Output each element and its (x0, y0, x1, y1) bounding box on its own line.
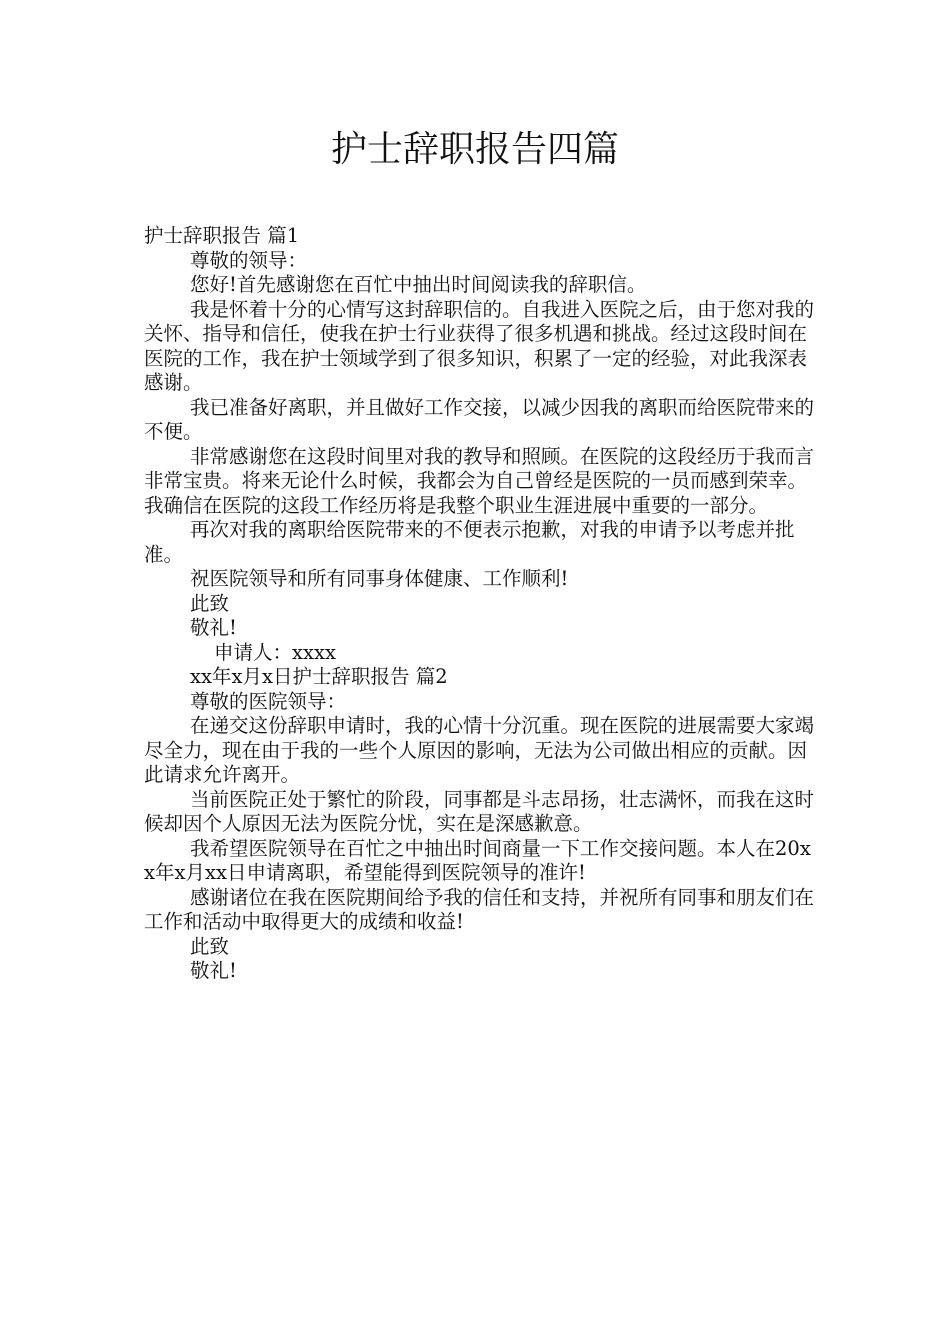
closing-line: 敬礼! (190, 959, 237, 982)
body-paragraph: 我已准备好离职，并且做好工作交接，以减少因我的离职而给医院带来的不便。 (144, 395, 815, 443)
salutation: 尊敬的医院领导： (190, 689, 347, 713)
document-body (144, 224, 814, 984)
date-and-section-heading-2: xx年x月x日护士辞职报告 篇2 (190, 665, 448, 688)
body-paragraph: 在递交这份辞职申请时，我的心情十分沉重。现在医院的进展需要大家竭尽全力，现在由于我的一些个人原因的影响，无法为公司做出相应的贡献。因此请求允许离开。 (144, 714, 815, 786)
document-title: 护士辞职报告四篇 (330, 129, 619, 170)
closing-line: 此致 (190, 591, 230, 615)
body-paragraph: 再次对我的离职给医院带来的不便表示抱歉，对我的申请予以考虑并批准。 (144, 518, 795, 566)
body-paragraph: 您好!首先感谢您在百忙中抽出时间阅读我的辞职信。 (190, 273, 647, 296)
closing-line: 此致 (190, 934, 230, 958)
body-paragraph: 感谢诸位在我在医院期间给予我的信任和支持，并祝所有同事和朋友们在工作和活动中取得更大的成绩和收益! (144, 885, 815, 933)
applicant-line: 申请人：xxxx (214, 640, 336, 664)
body-paragraph: 当前医院正处于繁忙的阶段，同事都是斗志昂扬，壮志满怀，而我在这时候却因个人原因无法为医院分忧，实在是深感歉意。 (144, 787, 815, 835)
body-paragraph: 我希望医院领导在百忙之中抽出时间商量一下工作交接问题。本人在20xx年x月xx日申请离职，希望能得到医院领导的准许! (144, 836, 811, 884)
closing-line: 敬礼! (190, 616, 237, 639)
body-paragraph: 我是怀着十分的心情写这封辞职信的。自我进入医院之后，由于您对我的关怀、指导和信任，使我在护士行业获得了很多机遇和挑战。经过这段时间在医院的工作，我在护士领域学到了很多知识，积累了一定的经验，对此我深表感谢。 (144, 297, 815, 394)
salutation: 尊敬的领导： (190, 248, 308, 272)
body-paragraph: 祝医院领导和所有同事身体健康、工作顺利! (190, 567, 569, 590)
body-paragraph: 非常感谢您在这段时间里对我的教导和照顾。在医院的这段经历于我而言非常宝贵。将来无论什么时候，我都会为自己曾经是医院的一员而感到荣幸。我确信在医院的这段工作经历将是我整个职业生涯进展中重要的一部分。 (144, 444, 815, 517)
section-heading-1: 护士辞职报告 篇1 (144, 224, 300, 247)
